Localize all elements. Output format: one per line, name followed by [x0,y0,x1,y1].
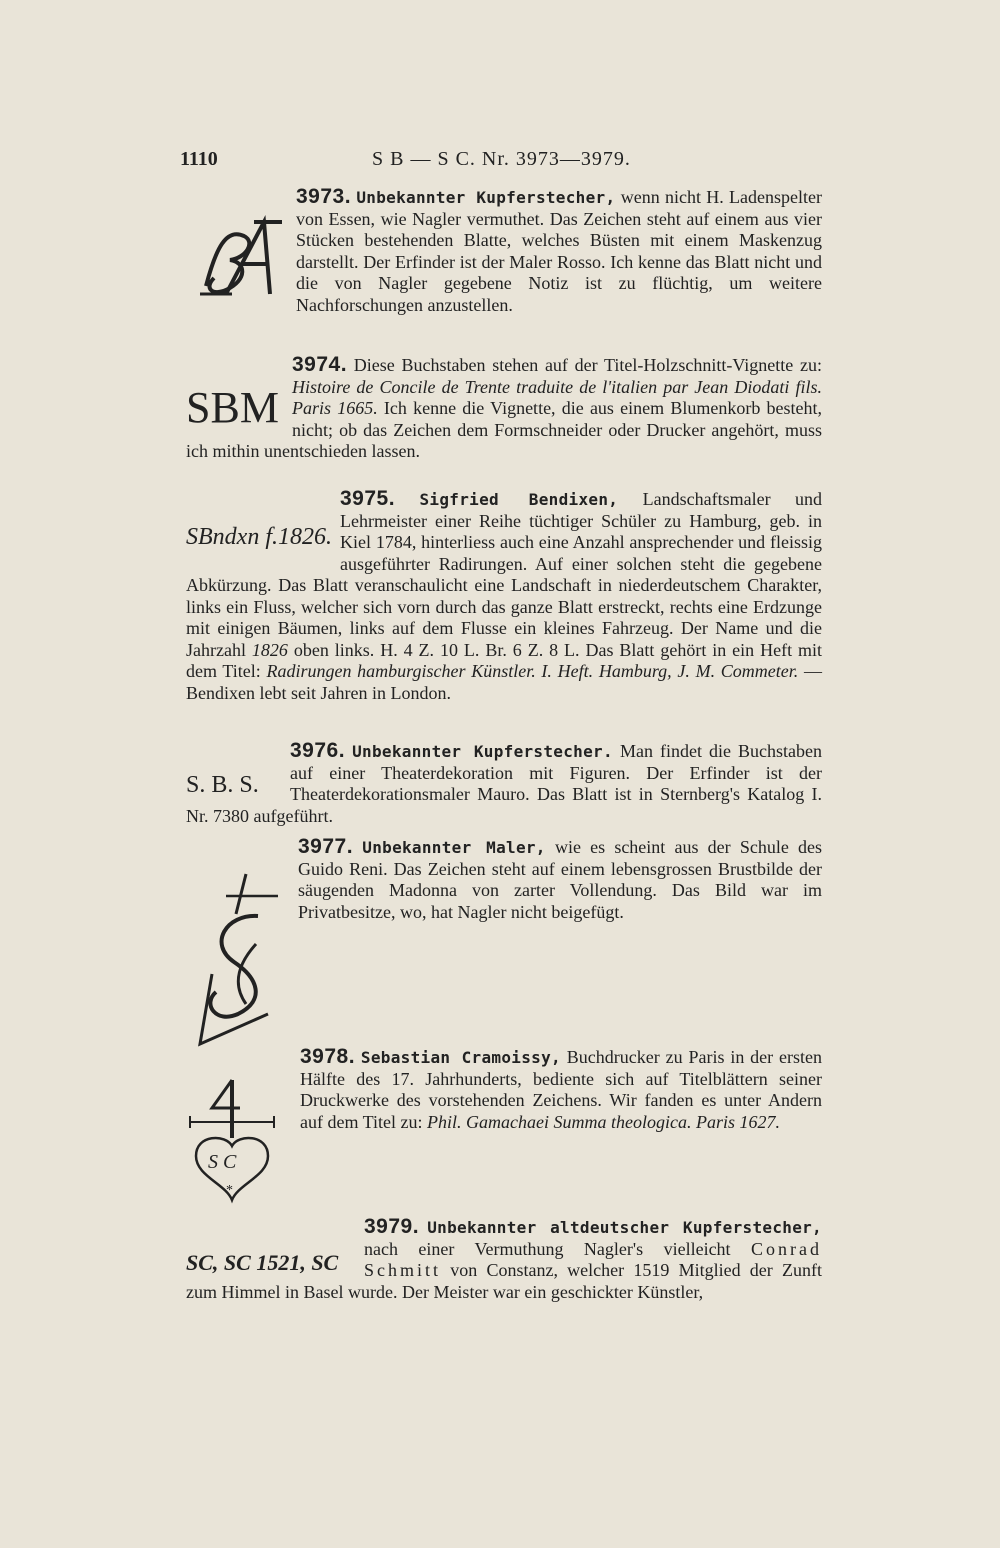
entry-text-end: Ich kenne die Vignette, die aus einem Blumenkorb besteht, nicht; ob das Zeichen dem Formschneider oder Drucker angehört, muss ich mithin unentschieden lassen. [186,398,823,461]
monogram-gs-icon [186,854,286,1054]
book-title: Phil. Gamachaei Summa theologica. Paris 1627. [427,1111,780,1132]
monogram-sa-icon [186,208,286,308]
entry-text: Diese Buchstaben stehen auf der Titel-Holzschnitt-Vignette zu: [353,355,822,375]
signature-text: SBndxn f.1826. [186,524,332,550]
entry-number: 3975. [340,487,396,510]
artist-name: Unbekannter altdeutscher Kupferstecher, [427,1218,822,1237]
svg-text:*: * [226,1183,233,1198]
monogram-sbs-icon [186,762,282,802]
book-title: Radirungen hamburgischer Künstler. I. Heft. Hamburg, J. M. Commeter. [266,661,799,681]
monogram-text: S. B. S. [186,772,259,798]
monogram-text: SBM [186,383,279,432]
entry-text-mid: oben links. H. 4 Z. 10 L. Br. 6 Z. 8 L. Das Blatt gehört in ein Heft mit dem Titel: [186,639,823,681]
entry-text: nach einer Vermuthung Nagler's vielleicht [364,1238,731,1259]
page-header [180,148,830,178]
entry-body [186,354,822,463]
entry-3975 [186,488,822,704]
entry-text: Landschaftsmaler und Lehrmeister einer Reihe tüchtiger Schüler zu Hamburg, geb. in Kiel 1784, hinterliess auch eine Anzahl ansprechender und fleissig ausgeführter Radirungen. Auf einer solchen steht die gegebene Abkürzung. Das Blatt veranschaulicht eine Landschaft in niederdeutschem Charakter, links ein Fluss, welcher sich vorn durch das ganze Blatt erstreckt, rechts eine Erdzunge mit einigen Bäumen, links auf dem Flusse ein kleines Fahrzeug. Der Name und die Jahrzahl [186,489,822,660]
artist-name: Unbekannter Kupferstecher. [352,742,613,761]
running-title: S B — S C. Nr. 3973—3979. [372,148,631,170]
monogram-sbm-icon [186,374,286,434]
entry-3973 [186,186,822,316]
entry-3974 [186,354,822,463]
entry-text-end: — Bendixen lebt seit Jahren in London. [186,661,822,703]
entry-text-end: von Constanz, welcher 1519 Mitglied der Zunft zum Himmel in Basel wurde. Der Meister war ein geschickter Künstler, [186,1260,822,1302]
entry-number: 3973. [296,185,352,208]
entry-3978 [186,1046,822,1212]
entry-body [186,740,822,827]
year: 1826 [251,639,288,660]
signature-bendixen-icon [186,508,336,558]
monogram-text: SC, SC 1521, SC [186,1250,339,1275]
device-letters: S C [208,1151,237,1173]
book-title: Histoire de Concile de Trente traduite de l'italien par Jean Diodati fils. Paris 1665. [292,376,822,418]
entry-text: Man findet die Buchstaben auf einer Theaterdekoration mit Figuren. Der Erfinder ist der Theaterdekorationsmaler Mauro. Das Blatt ist in Sternberg's Katalog I. Nr. 7380 aufgeführt. [186,741,823,826]
artist-name: Sebastian Cramoissy, [360,1048,561,1067]
entry-3977 [186,836,822,1054]
spaced-name: Conrad Schmitt [364,1238,822,1280]
page-number: 1110 [180,148,218,170]
entry-text: Buchdrucker zu Paris in der ersten Hälfte des 17. Jahrhunderts, bediente sich auf Titelblättern seiner Druckwerke des vorstehenden Zeichens. Wir fanden es unter Andern auf dem Titel zu: [300,1047,822,1132]
entry-number: 3977. [298,835,354,858]
entry-body [186,1216,822,1303]
entry-text: wenn nicht H. Ladenspelter von Essen, wie Nagler vermuthet. Das Zeichen steht auf einem aus vier Stücken bestehenden Blatte, welches Büsten mit einem Maskenzug darstellt. Der Erfinder ist der Maler Rosso. Ich kenne das Blatt nicht und die von Nagler gegebene Notiz ist zu flüchtig, um weitere Nachforschungen anzustellen. [296,187,823,315]
entry-text: wie es scheint aus der Schule des Guido Reni. Das Zeichen steht auf einem lebensgrossen Brustbilde der säugenden Madonna von zarter Vollendung. Das Bild war im Privatbesitze, wo, hat Nagler nicht beigefügt. [298,837,823,922]
entry-number: 3976. [290,739,346,762]
entry-3976 [186,740,822,827]
entry-number: 3978. [300,1045,356,1068]
entry-3979 [186,1216,822,1303]
entry-number: 3979. [364,1215,420,1238]
monogram-sc-icon [186,1236,358,1280]
artist-name: Sigfried Bendixen, [419,490,619,509]
artist-name: Unbekannter Maler, [362,838,546,857]
entry-number: 3974. [292,353,348,376]
artist-name: Unbekannter Kupferstecher, [356,188,616,207]
printer-device-icon [186,1072,286,1212]
entry-body [186,488,822,704]
